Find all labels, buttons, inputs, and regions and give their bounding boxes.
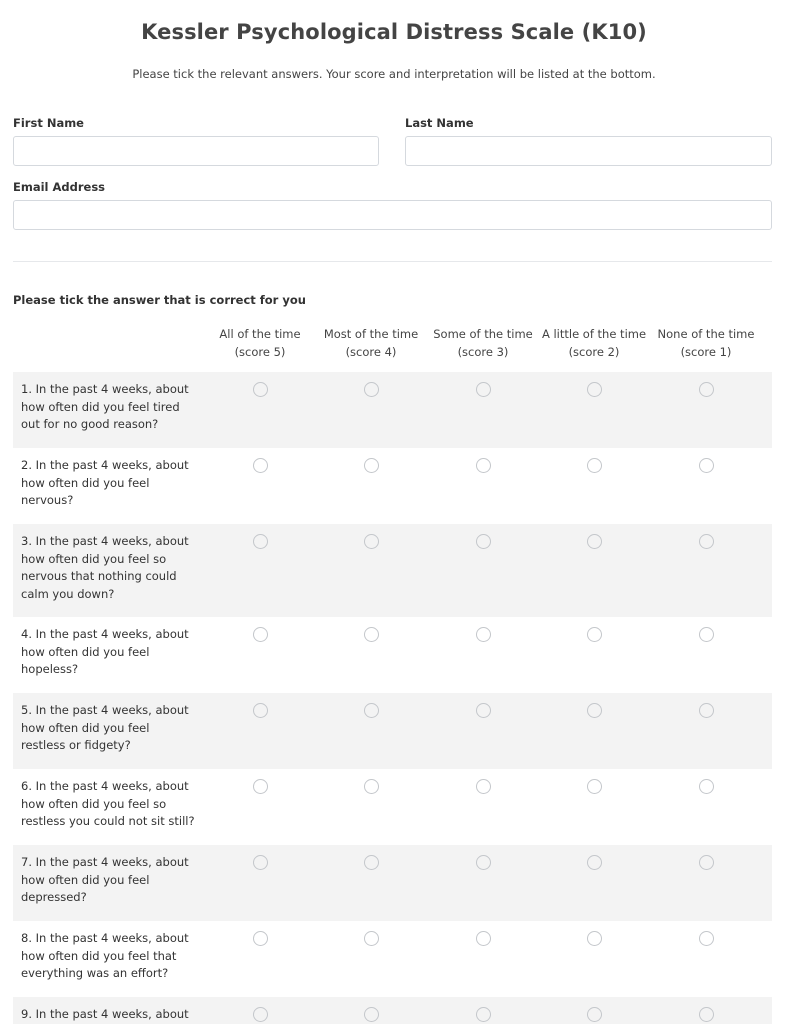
column-header-score: (score 5) xyxy=(234,345,286,359)
question-row xyxy=(13,769,772,845)
question-row xyxy=(13,693,772,769)
column-header-label: Some of the time xyxy=(433,327,533,341)
answer-radio[interactable] xyxy=(364,703,379,718)
answer-radio[interactable] xyxy=(476,627,491,642)
answer-radio[interactable] xyxy=(476,931,491,946)
answer-radio[interactable] xyxy=(699,779,714,794)
column-header-score: (score 1) xyxy=(680,345,732,359)
answer-radio[interactable] xyxy=(364,779,379,794)
column-header-score: (score 2) xyxy=(568,345,620,359)
question-text: 5. In the past 4 weeks, about how often did you feel restless or fidgety? xyxy=(21,703,189,753)
last-name-label: Last Name xyxy=(405,116,474,130)
question-row xyxy=(13,448,772,524)
question-text: 4. In the past 4 weeks, about how often did you feel hopeless? xyxy=(21,627,189,677)
answer-radio[interactable] xyxy=(699,534,714,549)
answer-radio[interactable] xyxy=(587,931,602,946)
column-header xyxy=(204,325,316,361)
question-row xyxy=(13,617,772,693)
question-row xyxy=(13,845,772,921)
answer-radio[interactable] xyxy=(699,931,714,946)
question-text: 6. In the past 4 weeks, about how often did you feel so restless you could not sit still? xyxy=(21,779,195,829)
answer-radio[interactable] xyxy=(253,627,268,642)
answer-radio[interactable] xyxy=(253,1007,268,1022)
answer-radio[interactable] xyxy=(699,703,714,718)
question-row xyxy=(13,524,772,617)
answer-radio[interactable] xyxy=(587,779,602,794)
last-name-field[interactable] xyxy=(405,136,772,166)
answer-radio[interactable] xyxy=(699,627,714,642)
column-header-score: (score 4) xyxy=(345,345,397,359)
question-row xyxy=(13,997,772,1024)
question-text: 7. In the past 4 weeks, about how often did you feel depressed? xyxy=(21,855,189,905)
answer-radio[interactable] xyxy=(364,931,379,946)
answer-radio[interactable] xyxy=(476,703,491,718)
answer-radio[interactable] xyxy=(476,458,491,473)
question-text: 9. In the past 4 weeks, about xyxy=(21,1007,189,1021)
answer-radio[interactable] xyxy=(253,458,268,473)
answer-radio[interactable] xyxy=(364,855,379,870)
answer-radio[interactable] xyxy=(587,458,602,473)
answer-radio[interactable] xyxy=(253,855,268,870)
answer-radio[interactable] xyxy=(476,534,491,549)
question-text: 2. In the past 4 weeks, about how often did you feel nervous? xyxy=(21,458,189,508)
column-header-label: None of the time xyxy=(657,327,755,341)
answer-radio[interactable] xyxy=(476,382,491,397)
question-text: 1. In the past 4 weeks, about how often did you feel tired out for no good reason? xyxy=(21,382,189,432)
column-header xyxy=(427,325,539,361)
answer-radio[interactable] xyxy=(253,534,268,549)
answer-radio[interactable] xyxy=(364,534,379,549)
answer-radio[interactable] xyxy=(587,1007,602,1022)
answer-radio[interactable] xyxy=(587,627,602,642)
answer-radio[interactable] xyxy=(253,382,268,397)
answer-radio[interactable] xyxy=(253,931,268,946)
answer-radio[interactable] xyxy=(587,534,602,549)
column-header xyxy=(650,325,762,361)
email-label: Email Address xyxy=(13,180,106,194)
page-title: Kessler Psychological Distress Scale (K10) xyxy=(141,20,647,44)
question-row xyxy=(13,372,772,448)
answer-radio[interactable] xyxy=(364,382,379,397)
answer-radio[interactable] xyxy=(699,1007,714,1022)
column-header-label: Most of the time xyxy=(323,327,419,341)
answer-radio[interactable] xyxy=(476,855,491,870)
question-text: 8. In the past 4 weeks, about how often did you feel that everything was an effort? xyxy=(21,931,189,981)
answer-radio[interactable] xyxy=(587,855,602,870)
question-row xyxy=(13,921,772,997)
answer-radio[interactable] xyxy=(364,1007,379,1022)
first-name-label: First Name xyxy=(13,116,84,130)
column-header-label: A little of the time xyxy=(541,327,647,341)
answer-radio[interactable] xyxy=(364,458,379,473)
page-subtitle: Please tick the relevant answers. Your score and interpretation will be listed at the bottom. xyxy=(132,67,656,81)
answer-radio[interactable] xyxy=(587,382,602,397)
answer-radio[interactable] xyxy=(699,855,714,870)
answer-radio[interactable] xyxy=(476,779,491,794)
column-header-score: (score 3) xyxy=(457,345,509,359)
answer-radio[interactable] xyxy=(253,703,268,718)
section-divider xyxy=(13,261,772,262)
answer-radio[interactable] xyxy=(587,703,602,718)
answer-radio[interactable] xyxy=(476,1007,491,1022)
email-field[interactable] xyxy=(13,200,772,230)
question-text: 3. In the past 4 weeks, about how often did you feel so nervous that nothing could calm you down? xyxy=(21,534,189,601)
column-header xyxy=(315,325,427,361)
first-name-field[interactable] xyxy=(13,136,379,166)
column-header-label: All of the time xyxy=(219,327,301,341)
answer-radio[interactable] xyxy=(699,382,714,397)
answer-radio[interactable] xyxy=(364,627,379,642)
answer-radio[interactable] xyxy=(699,458,714,473)
column-header xyxy=(538,325,650,361)
answer-radio[interactable] xyxy=(253,779,268,794)
questionnaire-instruction: Please tick the answer that is correct for you xyxy=(13,293,306,307)
